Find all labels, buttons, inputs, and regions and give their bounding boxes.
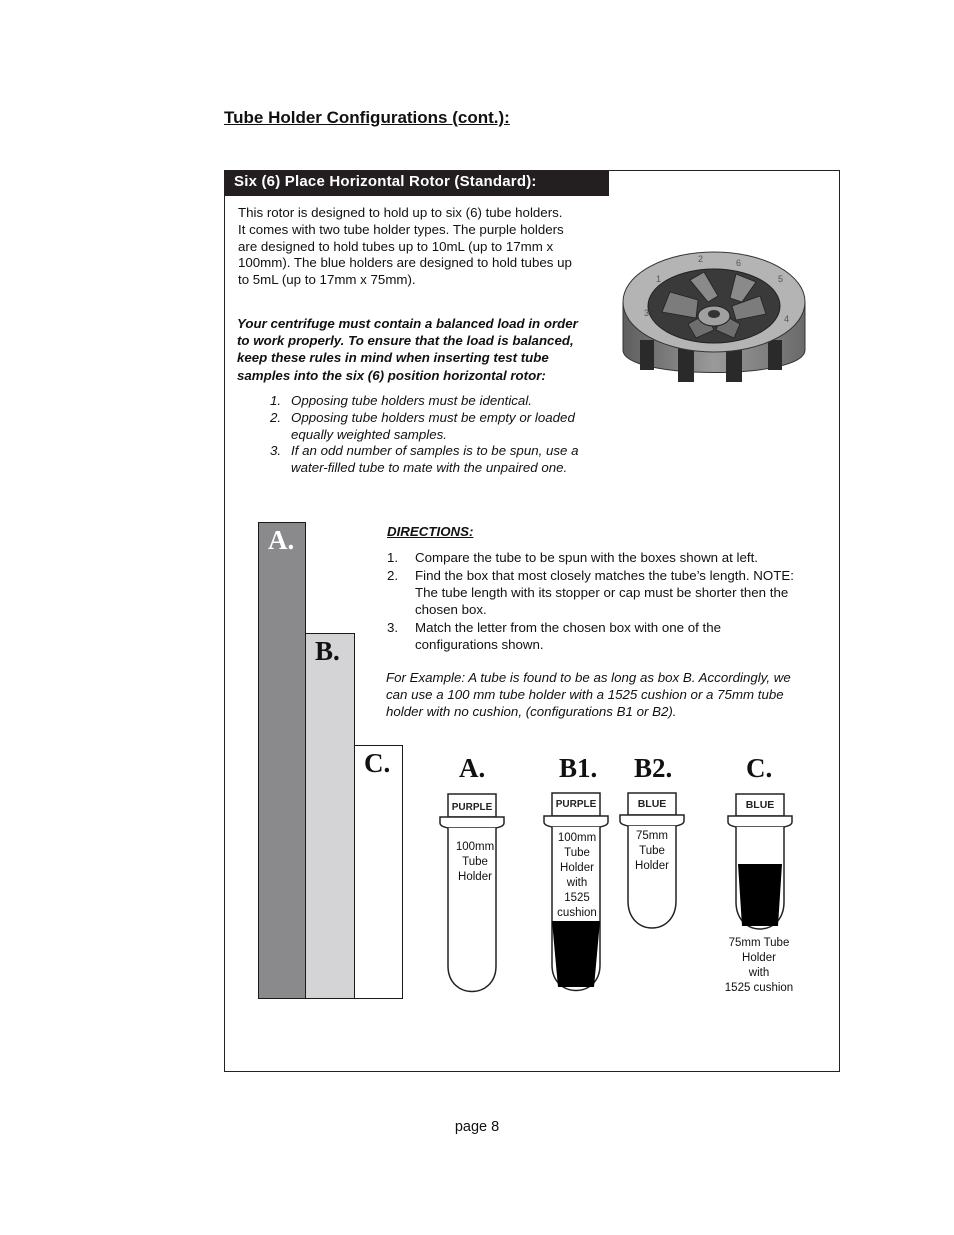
warning-line: to work properly. To ensure that the load is balanced, [237,333,574,349]
tube-label [719,936,799,996]
list-number: 3. [270,443,282,459]
tube-label-line: 100mm [557,832,597,844]
intro-line: to 5mL (up to 17mm x 75mm). [238,272,416,288]
balance-warning [237,315,607,384]
config-b1-label: B1. [559,753,598,783]
warning-line: Your centrifuge must contain a balanced load in order [237,316,578,331]
list-text: Compare the tube to be spun with the boxes shown at left. [415,550,758,565]
directions-list [387,549,827,654]
intro-paragraph [238,205,608,289]
tube-label-line: 100mm [455,841,495,853]
list-text: The tube length with its stopper or cap must be shorter then the [415,585,789,600]
example-line: holder with no cushion, (configurations B1 or B2). [386,704,677,719]
page-number: page 8 [454,1119,500,1135]
cap-label: PURPLE [555,799,597,810]
list-item [270,410,610,444]
length-box-c [354,745,403,999]
list-text: Opposing tube holders must be identical. [291,393,532,408]
rotor-image [618,240,810,398]
cap-label: BLUE [637,798,667,810]
list-number: 2. [387,568,399,583]
tube-label-line: with [566,877,588,889]
list-item [387,549,827,566]
box-letter: C. [364,748,391,778]
rotor-number: 6 [736,258,742,268]
intro-line: This rotor is designed to hold up to six (6) tube holders. [238,205,563,220]
list-text: If an odd number of samples is to be spun, use a [291,443,579,459]
tube-label [547,831,607,921]
rotor-number: 3 [644,308,650,318]
list-item [387,567,827,618]
intro-line: are designed to hold tubes up to 10mL (up to 17mm x [238,238,554,254]
box-letter: A. [268,525,295,555]
list-number: 3. [387,620,399,635]
rotor-number: 1 [656,274,662,284]
tube-label [622,829,682,874]
rotor-number: 5 [778,274,784,284]
cap-label: PURPLE [451,802,493,813]
tube-label-line: 1525 [564,892,590,904]
length-box-a [258,522,306,999]
tube-label-line: Holder [458,871,492,883]
list-text: configurations shown. [415,637,544,652]
rotor-number: 4 [784,314,790,324]
list-number: 1. [270,393,282,408]
page-title: Tube Holder Configurations (cont.): [224,108,510,127]
tube-label-line: with [748,967,770,979]
tube-label-line: Tube [564,847,590,859]
intro-line: It comes with two tube holder types. The purple holders [238,221,564,237]
config-a-label: A. [459,753,486,783]
list-text: chosen box. [415,602,487,617]
tube-label-line: 75mm Tube [728,937,790,949]
example-paragraph [386,669,826,720]
tube-label-line: 1525 cushion [724,982,794,994]
box-letter: B. [315,636,340,666]
warning-line: keep these rules in mind when inserting test tube [237,350,549,366]
config-c-label: C. [746,753,773,783]
example-line: For Example: A tube is found to be as long as box B. Accordingly, we [386,670,791,685]
tube-holder-c [726,792,798,936]
list-item [387,619,827,653]
list-text: water-filled tube to mate with the unpaired one. [291,460,568,476]
rotor-number: 2 [698,254,704,264]
tube-label-line: Holder [635,860,669,872]
example-line: can use a 100 mm tube holder with a 1525 cushion or a 75mm tube [386,687,784,702]
list-text: Match the letter from the chosen box with one of the [415,620,721,635]
tube-label-line: Holder [742,952,776,964]
list-item [270,393,610,410]
list-text: Opposing tube holders must be empty or loaded [291,409,575,425]
config-b2-label: B2. [634,753,673,783]
section-header: Six (6) Place Horizontal Rotor (Standard): [225,171,609,196]
length-box-b [305,633,355,999]
tube-label-line: Holder [560,862,594,874]
directions-title: DIRECTIONS: [387,524,474,539]
tube-label [446,840,504,885]
list-number: 2. [270,409,282,425]
intro-line: 100mm). The blue holders are designed to hold tubes up [238,255,572,271]
tube-label-line: Tube [462,856,488,868]
list-text: Find the box that most closely matches the tube’s length. NOTE: [415,568,794,583]
tube-holder-a [438,792,510,996]
list-text: equally weighted samples. [291,426,447,442]
list-item [270,443,610,477]
list-number: 1. [387,550,399,565]
tube-label-line: cushion [557,907,597,919]
cap-label: BLUE [745,799,775,811]
tube-label-line: Tube [639,845,665,857]
warning-line: samples into the six (6) position horizontal rotor: [237,367,546,383]
tube-label-line: 75mm [636,830,668,842]
balance-rules-list [270,393,610,477]
